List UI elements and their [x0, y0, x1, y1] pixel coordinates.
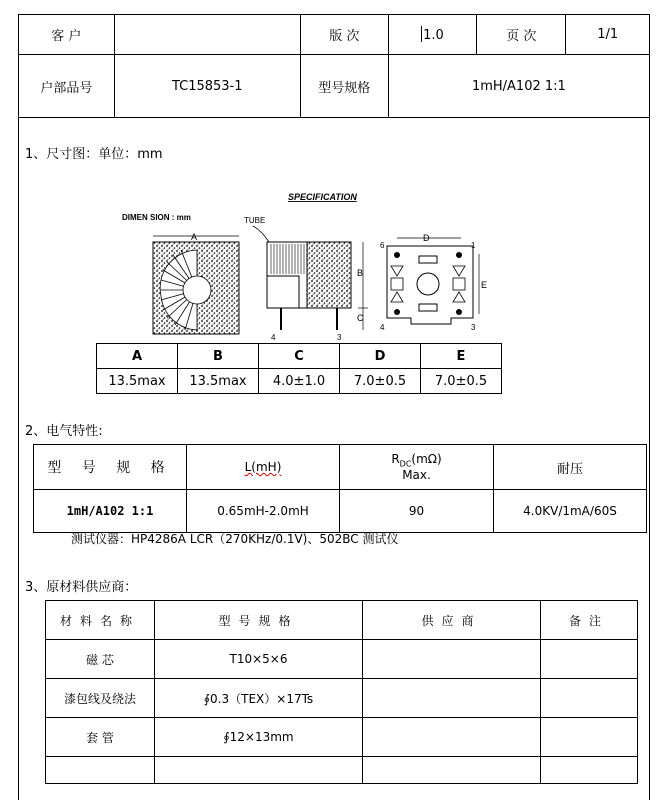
label-d: D: [423, 233, 430, 243]
pin-3-bottom: 3: [471, 323, 476, 332]
elec-model-value: 1mH/A102 1:1: [34, 490, 187, 533]
mat-spec-cell: ∮12×13mm: [155, 718, 363, 757]
header-table: [18, 14, 650, 118]
mat-remark-cell: [541, 640, 638, 679]
table-row: [46, 718, 638, 757]
label-a: A: [191, 232, 198, 242]
section3-title: 3、原材料供应商：: [25, 580, 138, 595]
part-no-value: TC15853-1: [114, 55, 300, 118]
mat-supplier-cell: [363, 679, 541, 718]
dim-value-d: 7.0±0.5: [340, 369, 421, 394]
pin-1: 1: [471, 241, 476, 250]
dim-value-e: 7.0±0.5: [421, 369, 502, 394]
table-row: [46, 679, 638, 718]
table-row: [46, 640, 638, 679]
version-value[interactable]: [388, 15, 476, 55]
mat-spec-cell: [155, 757, 363, 784]
customer-value: [114, 15, 300, 55]
mat-header-name: 材料名称: [46, 601, 155, 640]
label-e: E: [481, 280, 488, 290]
mat-supplier-cell: [363, 718, 541, 757]
mat-name-cell: 漆包线及绕法: [46, 679, 155, 718]
mat-name-cell: 磁 芯: [46, 640, 155, 679]
dim-header-e: E: [421, 344, 502, 369]
dimension-drawing: [101, 190, 501, 350]
mat-header-spec: 型号规格: [155, 601, 363, 640]
elec-header-rdc: $R_{DC}(m\Omega)$ Max.: [340, 445, 494, 490]
customer-label: 客 户: [19, 15, 115, 55]
model-label: 型号规格: [300, 55, 388, 118]
dim-header-c: C: [259, 344, 340, 369]
dimension-label: DIMEN SION : mm: [122, 213, 191, 222]
mat-spec-cell: T10×5×6: [155, 640, 363, 679]
elec-rdc-value: 90: [340, 490, 494, 533]
pin-4-bottom: 4: [380, 323, 385, 332]
elec-inductance-value: 0.65mH-2.0mH: [187, 490, 340, 533]
materials-table: [45, 600, 638, 784]
elec-withstand-value: 4.0KV/1mA/60S: [494, 490, 647, 533]
model-value: 1mH/A102 1:1: [388, 55, 649, 118]
elec-header-inductance: L(mH): [187, 445, 340, 490]
elec-header-withstand: 耐压: [494, 445, 647, 490]
mat-remark-cell: [541, 679, 638, 718]
dim-value-c: 4.0±1.0: [259, 369, 340, 394]
page-value: 1/1: [566, 15, 650, 55]
mat-spec-cell: ∮0.3（TEX）×17Ts: [155, 679, 363, 718]
mat-remark-cell: [541, 757, 638, 784]
mat-header-supplier: 供应商: [363, 601, 541, 640]
dim-header-d: D: [340, 344, 421, 369]
elec-header-model: 型 号 规 格: [34, 445, 187, 490]
version-text: 1.0: [423, 28, 444, 43]
mat-remark-cell: [541, 718, 638, 757]
dim-value-b: 13.5max: [178, 369, 259, 394]
mat-supplier-cell: [363, 757, 541, 784]
dim-header-b: B: [178, 344, 259, 369]
pin-4-side: 4: [271, 333, 276, 342]
dim-value-a: 13.5max: [97, 369, 178, 394]
label-b: B: [357, 268, 364, 278]
version-label: 版 次: [300, 15, 388, 55]
test-instrument-note: 测试仪器：HP4286A LCR（270KHz/0.1V)、502BC 测试仪: [71, 532, 399, 546]
label-c: C: [357, 313, 364, 323]
mat-name-cell: [46, 757, 155, 784]
dimension-table: [96, 343, 502, 394]
dim-header-a: A: [97, 344, 178, 369]
mat-name-cell: 套 管: [46, 718, 155, 757]
pin-6: 6: [380, 241, 385, 250]
electrical-table: [33, 444, 647, 533]
mat-supplier-cell: [363, 640, 541, 679]
mat-header-remark: 备注: [541, 601, 638, 640]
pin-3-side: 3: [337, 333, 342, 342]
document-page: [18, 14, 650, 800]
table-row: [46, 757, 638, 784]
part-no-label: 户部品号: [19, 55, 115, 118]
tube-label: TUBE: [244, 216, 266, 225]
section2-title: 2、电气特性:: [25, 424, 103, 439]
section1-title: 1、尺寸图：单位：mm: [25, 147, 163, 162]
spec-title: SPECIFICATION: [288, 192, 357, 202]
text-cursor: [421, 26, 422, 42]
page-label: 页 次: [477, 15, 566, 55]
